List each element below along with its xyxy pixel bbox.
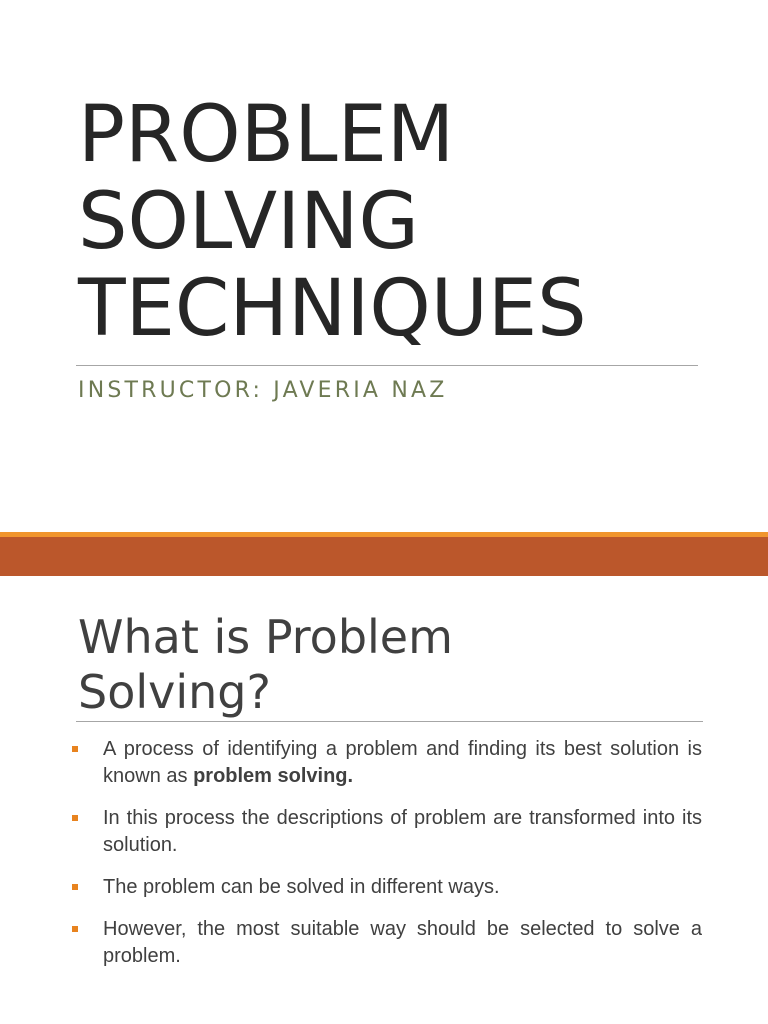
bullet-text: The problem can be solved in different ways. [103, 876, 500, 898]
square-bullet-icon [72, 926, 78, 932]
bullet-text: However, the most suitable way should be selected to solve a problem. [103, 918, 702, 967]
bullet-item [70, 805, 702, 859]
bullet-list [70, 736, 702, 985]
heading-underline [76, 721, 703, 722]
square-bullet-icon [72, 815, 78, 821]
slide-divider-band [0, 532, 768, 576]
slide-heading: What is Problem Solving? [78, 610, 453, 719]
bullet-item [70, 916, 702, 970]
square-bullet-icon [72, 746, 78, 752]
bullet-text: In this process the descriptions of problem are transformed into its solution. [103, 807, 702, 856]
slide-subtitle: INSTRUCTOR: JAVERIA NAZ [78, 378, 448, 403]
bullet-item [70, 736, 702, 790]
title-underline [76, 365, 698, 366]
square-bullet-icon [72, 884, 78, 890]
bullet-bold-text: problem solving. [193, 765, 354, 787]
content-slide [0, 576, 768, 1024]
bullet-item [70, 874, 702, 901]
slide-title: PROBLEM SOLVING TECHNIQUES [78, 90, 587, 354]
slide-divider-accent [0, 532, 768, 537]
bullet-text: A process of identifying a problem and finding its best solution is known as [103, 738, 702, 787]
